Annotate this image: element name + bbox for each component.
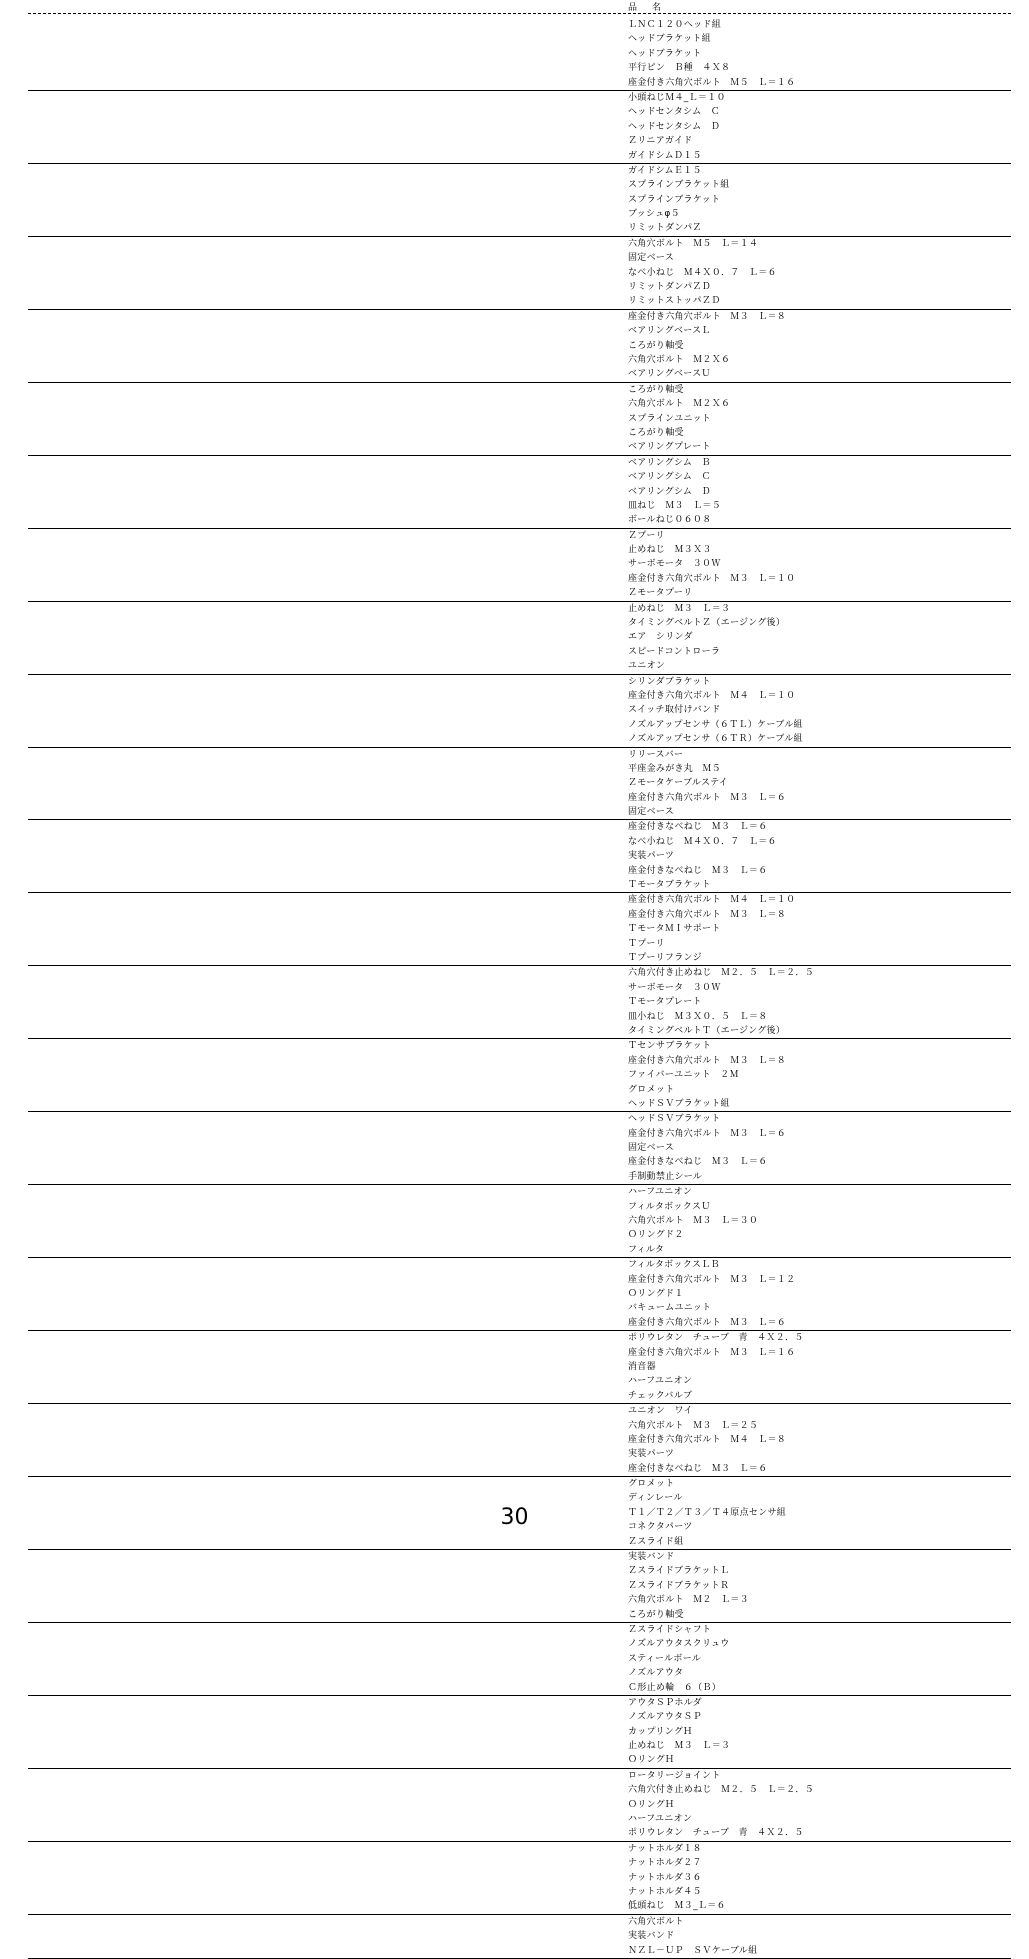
table-row [28, 353, 1011, 367]
part-name: 固定ベース [628, 807, 675, 818]
table-row [28, 397, 1011, 411]
table-group [28, 1258, 1011, 1331]
table-group [28, 1623, 1011, 1696]
table-row [28, 237, 1011, 251]
table-group [28, 91, 1011, 164]
part-name: チェックバルブ [628, 1390, 693, 1401]
part-name: ノズルアップセンサ（６ＴＲ）ケーブル組 [628, 734, 803, 745]
table-row [28, 1243, 1011, 1257]
table-group [28, 1039, 1011, 1112]
part-name: 平行ピン Ｂ種 ４Ｘ８ [628, 63, 731, 74]
table-row [28, 1258, 1011, 1272]
part-name: ユニオン [628, 661, 666, 672]
part-name: ボールねじ０６０８ [628, 515, 712, 526]
part-name: ノズルアウタＳＰ [628, 1712, 702, 1723]
table-row [28, 718, 1011, 732]
part-name: アウタＳＰホルダ [628, 1697, 702, 1708]
part-name: ベアリングベースＬ [628, 326, 711, 337]
part-name: スイッチ取付けバンド [628, 705, 721, 716]
part-name: コネクタパーツ [628, 1522, 693, 1533]
part-name: ＴモータＭＩサポート [628, 924, 721, 935]
part-name: フィルタ [628, 1244, 665, 1255]
part-name: 消音器 [628, 1361, 656, 1372]
table-row [28, 1083, 1011, 1097]
table-group [28, 748, 1011, 821]
table-row [28, 1374, 1011, 1388]
part-name: ブッシュφ５ [628, 209, 680, 220]
table-row [28, 221, 1011, 235]
table-group [28, 820, 1011, 893]
table-row [28, 1155, 1011, 1169]
table-row [28, 310, 1011, 324]
table-row [28, 1228, 1011, 1242]
part-name: 実装バンド [628, 1552, 675, 1563]
table-row [28, 703, 1011, 717]
part-name: ころがり軸受 [628, 427, 684, 438]
table-row [28, 1491, 1011, 1505]
table-row [28, 1112, 1011, 1126]
part-name: 座金付き六角穴ボルト Ｍ４ Ｌ＝１０ [628, 690, 796, 701]
table-row [28, 893, 1011, 907]
table-row [28, 251, 1011, 265]
table-row [28, 1273, 1011, 1287]
table-row [28, 557, 1011, 571]
table-row [28, 32, 1011, 46]
part-name: ころがり軸受 [628, 1609, 684, 1620]
table-row [28, 1681, 1011, 1695]
table-row [28, 1739, 1011, 1753]
part-name: 座金付き六角穴ボルト Ｍ３ Ｌ＝１２ [628, 1274, 796, 1285]
part-name: 皿ねじ Ｍ３ Ｌ＝５ [628, 500, 722, 511]
part-name: 実装パーツ [628, 851, 675, 862]
part-name: ノズルアウタ [628, 1668, 684, 1679]
part-name: ポリウレタン チューブ 青 ４Ｘ２．５ [628, 1828, 804, 1839]
part-name: ノズルアウタスクリュウ [628, 1639, 730, 1650]
table-group [28, 1331, 1011, 1404]
part-name: ヘッドセンタシム Ｄ [628, 121, 721, 132]
table-group [28, 1696, 1011, 1769]
part-name: 座金付き六角穴ボルト Ｍ３ Ｌ＝１６ [628, 1347, 796, 1358]
table-group [28, 893, 1011, 966]
table-row [28, 1301, 1011, 1315]
table-row [28, 207, 1011, 221]
table-row [28, 1477, 1011, 1491]
part-name: リミットストッパＺＤ [628, 296, 721, 307]
part-name: サーボモータ ３０Ｗ [628, 559, 721, 570]
part-name: バキュームユニット [628, 1303, 712, 1314]
part-name: スピードコントローラ [628, 646, 721, 657]
table-row [28, 1360, 1011, 1374]
table-row [28, 1769, 1011, 1783]
table-row [28, 748, 1011, 762]
part-name: 六角穴付き止めねじ Ｍ２．５ Ｌ＝２．５ [628, 1785, 815, 1796]
part-name: ＺスライドブラケットＲ [628, 1580, 730, 1591]
part-name: 座金付き六角穴ボルト Ｍ３ Ｌ＝６ [628, 1317, 787, 1328]
table-row [28, 1871, 1011, 1885]
table-group [28, 1915, 1011, 1959]
table-row [28, 76, 1011, 90]
part-name: 座金付きなべねじ Ｍ３ Ｌ＝６ [628, 1157, 768, 1168]
table-row [28, 1944, 1011, 1958]
part-name: 座金付き六角穴ボルト Ｍ３ Ｌ＝６ [628, 1128, 787, 1139]
table-row [28, 1826, 1011, 1840]
table-row [28, 280, 1011, 294]
parts-list-table [28, 18, 1011, 1959]
table-row [28, 440, 1011, 454]
part-name: リミットダンパＺ [628, 223, 702, 234]
table-group [28, 1842, 1011, 1915]
part-name: Ｏリングド２ [628, 1230, 684, 1241]
table-row [28, 1433, 1011, 1447]
table-row [28, 835, 1011, 849]
part-name: ＬＮＣ１２０ヘッド組 [628, 20, 722, 30]
table-group [28, 310, 1011, 383]
part-name: なべ小ねじ Ｍ４Ｘ０．７ Ｌ＝６ [628, 836, 777, 847]
table-row [28, 47, 1011, 61]
part-name: 実装パーツ [628, 1449, 675, 1460]
part-name: グロメット [628, 1479, 675, 1490]
table-row [28, 1200, 1011, 1214]
table-row [28, 164, 1011, 178]
page-number: 30 [500, 1505, 529, 1530]
table-row [28, 266, 1011, 280]
part-name: ベアリングシム Ｃ [628, 472, 711, 483]
table-row [28, 776, 1011, 790]
table-row [28, 1404, 1011, 1418]
part-name: タイミングベルトＺ（エージング後） [628, 618, 786, 629]
part-name: Ｔモータブラケット [628, 880, 711, 891]
table-row [28, 513, 1011, 527]
part-name: Ｃ形止め輪 ６（Ｂ） [628, 1682, 722, 1693]
part-name: ナットホルダ３６ [628, 1872, 702, 1883]
table-row [28, 659, 1011, 673]
part-name: タイミングベルトＴ（エージング後） [628, 1025, 786, 1036]
table-row [28, 1535, 1011, 1549]
table-row [28, 878, 1011, 892]
table-group [28, 383, 1011, 456]
part-name: ベアリングシム Ｄ [628, 486, 711, 497]
part-name: 固定ベース [628, 253, 675, 264]
part-name: 低頭ねじ Ｍ３_Ｌ＝６ [628, 1901, 726, 1912]
table-row [28, 383, 1011, 397]
part-name: 座金付き六角穴ボルト Ｍ３ Ｌ＝６ [628, 792, 787, 803]
part-name: Ｔプーリフランジ [628, 953, 702, 963]
table-row [28, 732, 1011, 746]
table-row [28, 1170, 1011, 1184]
part-name: 固定ベース [628, 1143, 675, 1154]
part-name: ベアリングシム Ｂ [628, 457, 711, 468]
table-group [28, 1112, 1011, 1185]
table-row [28, 864, 1011, 878]
part-name: ヘッドＳＶブラケット [628, 1114, 721, 1125]
table-row [28, 602, 1011, 616]
part-name: カップリングＨ [628, 1726, 693, 1737]
table-row [28, 689, 1011, 703]
part-name: 皿小ねじ Ｍ３Ｘ０．５ Ｌ＝８ [628, 1011, 768, 1022]
part-name: ヘッドブラケット [628, 48, 702, 59]
part-name: 座金付き六角穴ボルト Ｍ３ Ｌ＝１０ [628, 573, 796, 584]
part-name: 座金付きなべねじ Ｍ３ Ｌ＝６ [628, 865, 768, 876]
part-name: Ｚプーリ [628, 530, 665, 541]
table-row [28, 1141, 1011, 1155]
table-row [28, 61, 1011, 75]
table-row [28, 1010, 1011, 1024]
table-row [28, 981, 1011, 995]
table-row [28, 412, 1011, 426]
table-row [28, 470, 1011, 484]
table-group [28, 1769, 1011, 1842]
part-name: Ｚスライド組 [628, 1536, 684, 1547]
part-name: スプラインブラケット [628, 194, 721, 205]
table-row [28, 1346, 1011, 1360]
table-row [28, 849, 1011, 863]
table-row [28, 1710, 1011, 1724]
table-row [28, 1637, 1011, 1651]
part-name: ころがり軸受 [628, 340, 684, 351]
table-group [28, 164, 1011, 237]
table-row [28, 1593, 1011, 1607]
table-row [28, 951, 1011, 965]
part-name: Ｔプーリ [628, 938, 665, 949]
part-name: フィルタボックスＵ [628, 1201, 711, 1212]
table-row [28, 324, 1011, 338]
table-row [28, 1097, 1011, 1111]
table-row [28, 294, 1011, 308]
part-name: スプラインユニット [628, 413, 712, 424]
table-row [28, 1550, 1011, 1564]
part-name: 止めねじ Ｍ３ Ｌ＝３ [628, 1741, 731, 1752]
header-dashed-divider [28, 13, 1011, 14]
table-row [28, 1753, 1011, 1767]
part-name: ＮＺＬ－ＵＰ ＳＶケーブル組 [628, 1945, 758, 1956]
table-row [28, 178, 1011, 192]
part-name: 六角穴ボルト Ｍ２ Ｌ＝３ [628, 1595, 749, 1606]
part-name: ガイドシムＤ１５ [628, 150, 702, 161]
part-name: ノズルアップセンサ（６ＴＬ）ケーブル組 [628, 719, 803, 730]
part-name: 六角穴ボルト [628, 1916, 684, 1927]
table-row [28, 91, 1011, 105]
table-row [28, 529, 1011, 543]
table-row [28, 1214, 1011, 1228]
table-row [28, 339, 1011, 353]
table-group [28, 529, 1011, 602]
table-row [28, 791, 1011, 805]
table-row [28, 1316, 1011, 1330]
part-name: ベアリングプレート [628, 442, 711, 453]
part-name: Ｔ１／Ｔ２／Ｔ３／Ｔ４原点センサ組 [628, 1507, 787, 1518]
table-row [28, 675, 1011, 689]
table-row [28, 426, 1011, 440]
part-name: グロメット [628, 1084, 675, 1095]
table-row [28, 1185, 1011, 1199]
part-name: 座金付きなべねじ Ｍ３ Ｌ＝６ [628, 822, 768, 833]
page-header [0, 0, 1029, 14]
part-name: ロータリージョイント [628, 1770, 721, 1781]
part-name: 座金付き六角穴ボルト Ｍ５ Ｌ＝１６ [628, 77, 796, 88]
table-row [28, 1885, 1011, 1899]
table-row [28, 1666, 1011, 1680]
table-group [28, 1404, 1011, 1477]
table-group [28, 18, 1011, 91]
table-row [28, 1725, 1011, 1739]
table-row [28, 645, 1011, 659]
part-name: なべ小ねじ Ｍ４Ｘ０．７ Ｌ＝６ [628, 267, 777, 278]
table-row [28, 543, 1011, 557]
table-row [28, 1929, 1011, 1943]
table-row [28, 134, 1011, 148]
table-row [28, 485, 1011, 499]
part-name: 小頭ねじＭ４_Ｌ＝１０ [628, 92, 726, 103]
part-name: ハーフユニオン [628, 1187, 693, 1198]
part-name: ヘッドＳＶブラケット組 [628, 1098, 730, 1109]
table-row [28, 1579, 1011, 1593]
part-name: ディンレール [628, 1493, 683, 1504]
part-name: 六角穴ボルト Ｍ３ Ｌ＝２５ [628, 1420, 759, 1431]
table-row [28, 1447, 1011, 1461]
part-name: 座金付きなべねじ Ｍ３ Ｌ＝６ [628, 1463, 768, 1474]
table-row [28, 1899, 1011, 1913]
table-row [28, 908, 1011, 922]
table-row [28, 1623, 1011, 1637]
part-name: 実装バンド [628, 1931, 675, 1942]
part-name: サーボモータ ３０Ｗ [628, 982, 721, 993]
table-row [28, 1331, 1011, 1345]
table-row [28, 586, 1011, 600]
part-name: 止めねじ Ｍ３ Ｌ＝３ [628, 603, 731, 614]
table-row [28, 966, 1011, 980]
part-name: 座金付き六角穴ボルト Ｍ４ Ｌ＝１０ [628, 895, 796, 906]
table-row [28, 1564, 1011, 1578]
part-name: ころがり軸受 [628, 384, 684, 395]
part-name: リリースバー [628, 749, 684, 760]
part-name: スプラインブラケット組 [628, 180, 730, 191]
part-name: Ｏリングド１ [628, 1288, 684, 1299]
part-name: Ｚモータプーリ [628, 588, 693, 599]
part-name: 座金付き六角穴ボルト Ｍ３ Ｌ＝８ [628, 1055, 787, 1066]
table-group [28, 237, 1011, 310]
part-name: 座金付き六角穴ボルト Ｍ３ Ｌ＝８ [628, 909, 787, 920]
part-name: スティールボール [628, 1653, 702, 1664]
part-name: ヘッドブラケット組 [628, 34, 711, 45]
part-name: ハーフユニオン [628, 1814, 693, 1825]
part-name: Ｔモータプレート [628, 997, 702, 1008]
table-row [28, 193, 1011, 207]
part-name: 六角穴ボルト Ｍ２Ｘ６ [628, 354, 731, 365]
table-row [28, 1652, 1011, 1666]
table-row [28, 1127, 1011, 1141]
part-name: 平座金みがき丸 Ｍ５ [628, 763, 722, 774]
table-row [28, 1783, 1011, 1797]
table-row [28, 922, 1011, 936]
table-group [28, 602, 1011, 675]
table-row [28, 1696, 1011, 1710]
part-name: ナットホルダ２７ [628, 1858, 702, 1869]
table-row [28, 499, 1011, 513]
table-row [28, 149, 1011, 163]
part-name: ＯリングＨ [628, 1799, 675, 1810]
part-name: Ｚリニアガイド [628, 136, 693, 147]
part-name: ユニオン ワイ [628, 1406, 693, 1417]
part-name: Ｚスライドシャフト [628, 1624, 712, 1635]
table-row [28, 572, 1011, 586]
table-row [28, 995, 1011, 1009]
table-row [28, 1462, 1011, 1476]
part-name: ベアリングベースＵ [628, 369, 711, 380]
part-name: ファイバーユニット ２Ｍ [628, 1070, 739, 1081]
part-name: ＯリングＨ [628, 1755, 675, 1766]
part-name: ナットホルダ１８ [628, 1843, 702, 1854]
part-name: Ｔセンサブラケット [628, 1041, 712, 1052]
table-row [28, 120, 1011, 134]
table-group [28, 966, 1011, 1039]
table-row [28, 1812, 1011, 1826]
column-header-name: 品 名 [628, 3, 665, 13]
table-row [28, 456, 1011, 470]
table-row [28, 1856, 1011, 1870]
part-name: 六角穴ボルト Ｍ５ Ｌ＝１４ [628, 238, 759, 249]
table-row [28, 616, 1011, 630]
part-name: ハーフユニオン [628, 1376, 693, 1387]
part-name: 六角穴ボルト Ｍ２Ｘ６ [628, 399, 731, 410]
part-name: エア シリンダ [628, 632, 693, 643]
table-group [28, 1550, 1011, 1623]
table-row [28, 762, 1011, 776]
part-name: ナットホルダ４５ [628, 1887, 702, 1897]
table-row [28, 805, 1011, 819]
part-name: ＺスライドブラケットＬ [628, 1566, 730, 1577]
part-name: フィルタボックスＬＢ [628, 1260, 720, 1271]
table-row [28, 1842, 1011, 1856]
table-row [28, 630, 1011, 644]
part-name: 六角穴付き止めねじ Ｍ２．５ Ｌ＝２．５ [628, 968, 815, 979]
part-name: 座金付き六角穴ボルト Ｍ３ Ｌ＝８ [628, 311, 787, 322]
part-name: 手制動禁止シール [628, 1171, 703, 1182]
table-row [28, 937, 1011, 951]
table-group [28, 456, 1011, 529]
part-name: 座金付き六角穴ボルト Ｍ４ Ｌ＝８ [628, 1434, 787, 1445]
part-name: シリンダブラケット [628, 676, 711, 687]
table-row [28, 1054, 1011, 1068]
part-name: Ｚモータケーブルステイ [628, 778, 729, 789]
part-name: 六角穴ボルト Ｍ３ Ｌ＝３０ [628, 1216, 759, 1227]
table-row [28, 1419, 1011, 1433]
table-row [28, 1068, 1011, 1082]
part-name: ヘッドセンタシム Ｃ [628, 107, 721, 118]
table-row [28, 1287, 1011, 1301]
table-row [28, 1024, 1011, 1038]
table-row [28, 1389, 1011, 1403]
table-row [28, 1039, 1011, 1053]
part-name: 止めねじ Ｍ３Ｘ３ [628, 545, 712, 556]
table-row [28, 820, 1011, 834]
part-name: ガイドシムＥ１５ [628, 165, 702, 176]
table-row [28, 18, 1011, 32]
table-row [28, 105, 1011, 119]
part-name: ポリウレタン チューブ 青 ４Ｘ２．５ [628, 1333, 804, 1344]
table-group [28, 1185, 1011, 1258]
table-row [28, 367, 1011, 381]
part-name: リミットダンパＺＤ [628, 282, 711, 293]
table-row [28, 1915, 1011, 1929]
table-row [28, 1608, 1011, 1622]
table-row [28, 1798, 1011, 1812]
table-group [28, 675, 1011, 748]
